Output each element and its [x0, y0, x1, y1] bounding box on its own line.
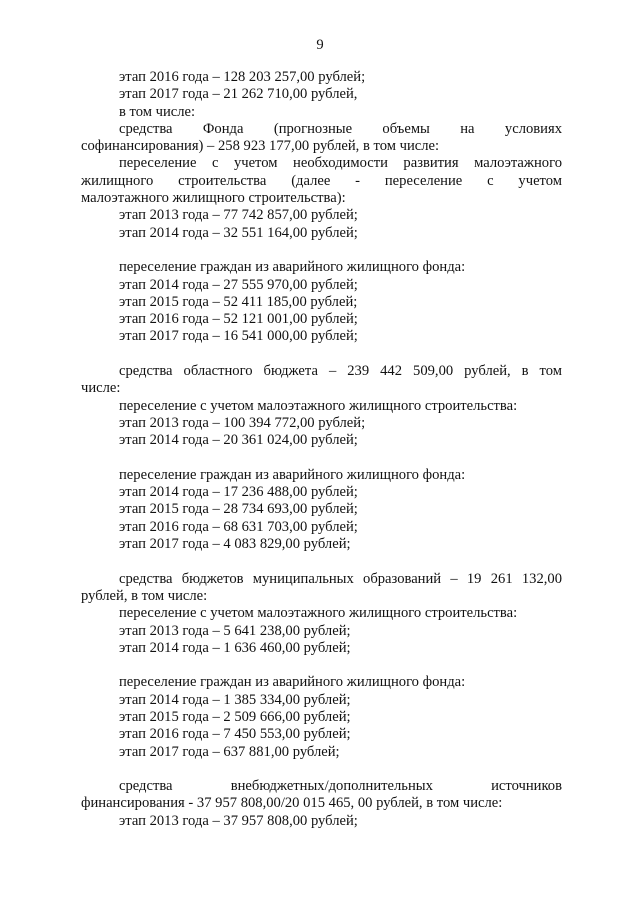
blank-line	[81, 761, 562, 778]
text-line: этап 2016 года – 128 203 257,00 рублей;	[119, 69, 366, 85]
text-line: этап 2014 года – 17 236 488,00 рублей;	[119, 484, 358, 501]
text-line: этап 2015 года – 2 509 666,00 рублей;	[119, 708, 351, 725]
text-line: этап 2015 года – 52 411 185,00 рублей;	[119, 293, 358, 310]
text-line: этап 2017 года – 21 262 710,00 рублей,	[119, 86, 358, 103]
text-line: средства областного бюджета – 239 442 509,00 рублей, в том	[119, 363, 562, 380]
text-line: этап 2013 года – 37 957 808,00 рублей;	[119, 812, 358, 829]
text-line: этап 2014 года – 1 636 460,00 рублей;	[119, 639, 351, 656]
page-number: 9	[316, 37, 324, 53]
text-line: финансирования - 37 957 808,00/20 015 465, 00 рублей, в том числе:	[81, 795, 503, 812]
text-line: жилищного строительства (далее - переселение с учетом	[81, 172, 562, 189]
blank-line	[81, 657, 562, 674]
text-line: этап 2013 года – 5 641 238,00 рублей;	[119, 622, 351, 639]
blank-line	[81, 242, 562, 259]
text-line: этап 2016 года – 52 121 001,00 рублей;	[119, 311, 358, 328]
text-line: в том числе:	[119, 103, 196, 120]
text-line: этап 2016 года – 7 450 553,00 рублей;	[119, 726, 351, 743]
text-line: рублей, в том числе:	[81, 587, 208, 604]
blank-line	[81, 450, 562, 467]
text-line: средства бюджетов муниципальных образований – 19 261 132,00	[119, 570, 562, 587]
text-line: этап 2014 года – 27 555 970,00 рублей;	[119, 276, 358, 293]
text-line: этап 2017 года – 16 541 000,00 рублей;	[119, 328, 358, 345]
section-heading: переселение граждан из аварийного жилищного фонда:	[119, 259, 466, 276]
text-line: этап 2017 года – 637 881,00 рублей;	[119, 743, 340, 760]
blank-line	[81, 346, 562, 363]
text-line: этап 2016 года – 68 631 703,00 рублей;	[119, 518, 358, 535]
section-heading: переселение с учетом малоэтажного жилищного строительства:	[119, 605, 518, 622]
text-line: этап 2014 года – 20 361 024,00 рублей;	[119, 432, 358, 449]
text-line: переселение с учетом необходимости развития малоэтажного	[119, 155, 562, 172]
text-line: этап 2015 года – 28 734 693,00 рублей;	[119, 501, 358, 518]
text-line: малоэтажного жилищного строительства):	[81, 190, 346, 207]
text-line: этап 2014 года – 32 551 164,00 рублей;	[119, 224, 358, 241]
section-heading: переселение граждан из аварийного жилищного фонда:	[119, 466, 466, 483]
text-line: средства Фонда (прогнозные объемы на условиях	[119, 120, 562, 137]
blank-line	[81, 553, 562, 570]
document-body	[81, 69, 562, 830]
section-heading: переселение с учетом малоэтажного жилищного строительства:	[119, 397, 518, 414]
text-line: этап 2014 года – 1 385 334,00 рублей;	[119, 691, 351, 708]
text-line: числе:	[81, 380, 121, 397]
text-line: этап 2013 года – 77 742 857,00 рублей;	[119, 207, 358, 224]
text-line: этап 2017 года – 4 083 829,00 рублей;	[119, 536, 351, 553]
section-heading: переселение граждан из аварийного жилищного фонда:	[119, 674, 466, 691]
text-line: средства внебюджетных/дополнительных источников	[119, 778, 562, 795]
text-line: этап 2013 года – 100 394 772,00 рублей;	[119, 414, 366, 431]
text-line: софинансирования) – 258 923 177,00 рублей, в том числе:	[81, 138, 440, 155]
